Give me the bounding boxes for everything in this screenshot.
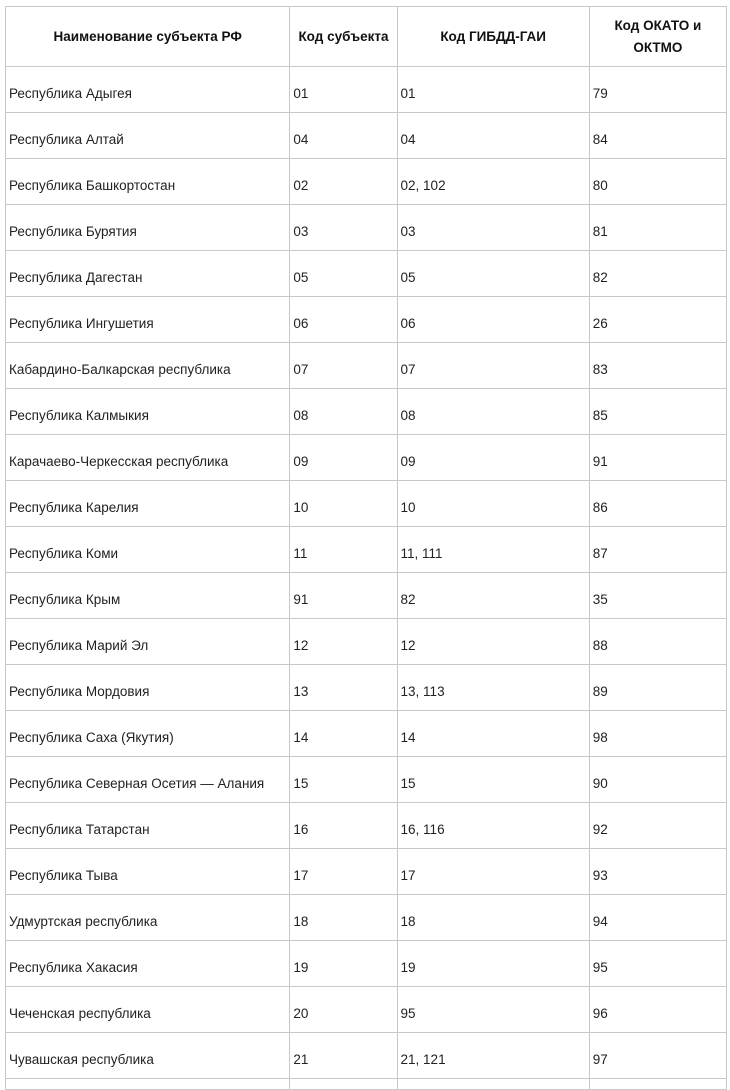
cell-subject-code: 19	[290, 941, 397, 987]
cell-subject-code: 17	[290, 849, 397, 895]
table-row	[6, 573, 727, 619]
cell-empty	[397, 1079, 589, 1090]
cell-subject-code: 08	[290, 389, 397, 435]
cell-okato-code: 94	[589, 895, 726, 941]
cell-gibdd-code: 09	[397, 435, 589, 481]
cell-region-name: Республика Карелия	[6, 481, 290, 527]
cell-okato-code: 85	[589, 389, 726, 435]
cell-okato-code: 84	[589, 113, 726, 159]
cell-subject-code: 07	[290, 343, 397, 389]
cell-okato-code: 87	[589, 527, 726, 573]
cell-subject-code: 20	[290, 987, 397, 1033]
table-row	[6, 803, 727, 849]
table-row	[6, 389, 727, 435]
cell-gibdd-code: 03	[397, 205, 589, 251]
cell-okato-code: 26	[589, 297, 726, 343]
cell-subject-code: 05	[290, 251, 397, 297]
cell-empty	[589, 1079, 726, 1090]
cell-region-name: Республика Тыва	[6, 849, 290, 895]
cell-subject-code: 15	[290, 757, 397, 803]
cell-region-name: Республика Марий Эл	[6, 619, 290, 665]
cell-region-name: Республика Алтай	[6, 113, 290, 159]
cell-okato-code: 88	[589, 619, 726, 665]
region-codes-table	[5, 6, 727, 1090]
table-row	[6, 67, 727, 113]
cell-subject-code: 01	[290, 67, 397, 113]
table-row	[6, 987, 727, 1033]
cell-gibdd-code: 82	[397, 573, 589, 619]
table-row	[6, 619, 727, 665]
cell-gibdd-code: 05	[397, 251, 589, 297]
cell-subject-code: 06	[290, 297, 397, 343]
table-row	[6, 343, 727, 389]
table-row	[6, 205, 727, 251]
cell-okato-code: 35	[589, 573, 726, 619]
table-row	[6, 757, 727, 803]
cell-subject-code: 91	[290, 573, 397, 619]
table-row	[6, 895, 727, 941]
cell-subject-code: 13	[290, 665, 397, 711]
cell-gibdd-code: 04	[397, 113, 589, 159]
cell-gibdd-code: 11, 111	[397, 527, 589, 573]
table-row	[6, 113, 727, 159]
table-row	[6, 251, 727, 297]
cell-subject-code: 16	[290, 803, 397, 849]
cell-subject-code: 03	[290, 205, 397, 251]
cell-region-name: Республика Дагестан	[6, 251, 290, 297]
table-header	[6, 7, 727, 67]
table-row	[6, 297, 727, 343]
cell-gibdd-code: 12	[397, 619, 589, 665]
cell-empty	[290, 1079, 397, 1090]
cell-region-name: Республика Саха (Якутия)	[6, 711, 290, 757]
cell-subject-code: 18	[290, 895, 397, 941]
cell-region-name: Чувашская республика	[6, 1033, 290, 1079]
header-region-name: Наименование субъекта РФ	[6, 7, 290, 67]
cell-region-name: Республика Хакасия	[6, 941, 290, 987]
cell-region-name: Республика Мордовия	[6, 665, 290, 711]
cell-subject-code: 14	[290, 711, 397, 757]
cell-okato-code: 97	[589, 1033, 726, 1079]
cell-okato-code: 83	[589, 343, 726, 389]
cell-region-name: Республика Бурятия	[6, 205, 290, 251]
cell-region-name: Республика Адыгея	[6, 67, 290, 113]
cell-region-name: Карачаево-Черкесская республика	[6, 435, 290, 481]
cell-subject-code: 02	[290, 159, 397, 205]
cell-gibdd-code: 07	[397, 343, 589, 389]
header-gibdd-code: Код ГИБДД-ГАИ	[397, 7, 589, 67]
cell-gibdd-code: 10	[397, 481, 589, 527]
cell-okato-code: 93	[589, 849, 726, 895]
cell-gibdd-code: 95	[397, 987, 589, 1033]
table-row	[6, 665, 727, 711]
cell-subject-code: 04	[290, 113, 397, 159]
cell-gibdd-code: 18	[397, 895, 589, 941]
cell-subject-code: 11	[290, 527, 397, 573]
cell-region-name: Чеченская республика	[6, 987, 290, 1033]
cell-subject-code: 21	[290, 1033, 397, 1079]
cell-gibdd-code: 13, 113	[397, 665, 589, 711]
table-row	[6, 1033, 727, 1079]
cell-empty	[6, 1079, 290, 1090]
cell-okato-code: 86	[589, 481, 726, 527]
cell-region-name: Республика Крым	[6, 573, 290, 619]
table-row	[6, 527, 727, 573]
cell-gibdd-code: 02, 102	[397, 159, 589, 205]
cell-region-name: Республика Татарстан	[6, 803, 290, 849]
cell-region-name: Кабардино-Балкарская республика	[6, 343, 290, 389]
cell-gibdd-code: 06	[397, 297, 589, 343]
cell-region-name: Удмуртская республика	[6, 895, 290, 941]
cell-gibdd-code: 14	[397, 711, 589, 757]
table-row	[6, 435, 727, 481]
cell-okato-code: 81	[589, 205, 726, 251]
table-row	[6, 849, 727, 895]
cell-okato-code: 95	[589, 941, 726, 987]
cell-gibdd-code: 19	[397, 941, 589, 987]
cell-gibdd-code: 16, 116	[397, 803, 589, 849]
cell-okato-code: 90	[589, 757, 726, 803]
cell-okato-code: 92	[589, 803, 726, 849]
table-row	[6, 711, 727, 757]
cell-region-name: Республика Коми	[6, 527, 290, 573]
cell-okato-code: 91	[589, 435, 726, 481]
cell-subject-code: 09	[290, 435, 397, 481]
header-okato-code: Код ОКАТО и ОКТМО	[589, 7, 726, 67]
header-subject-code: Код субъекта	[290, 7, 397, 67]
table-row-cutoff	[6, 1079, 727, 1090]
cell-okato-code: 96	[589, 987, 726, 1033]
cell-region-name: Республика Башкортостан	[6, 159, 290, 205]
cell-region-name: Республика Северная Осетия — Алания	[6, 757, 290, 803]
cell-okato-code: 89	[589, 665, 726, 711]
cell-okato-code: 80	[589, 159, 726, 205]
header-row	[6, 7, 727, 67]
table-row	[6, 159, 727, 205]
cell-subject-code: 12	[290, 619, 397, 665]
table-row	[6, 941, 727, 987]
table-row	[6, 481, 727, 527]
cell-okato-code: 79	[589, 67, 726, 113]
cell-gibdd-code: 15	[397, 757, 589, 803]
cell-gibdd-code: 08	[397, 389, 589, 435]
cell-subject-code: 10	[290, 481, 397, 527]
table-body	[6, 67, 727, 1090]
cell-region-name: Республика Калмыкия	[6, 389, 290, 435]
cell-gibdd-code: 21, 121	[397, 1033, 589, 1079]
cell-okato-code: 98	[589, 711, 726, 757]
cell-region-name: Республика Ингушетия	[6, 297, 290, 343]
cell-okato-code: 82	[589, 251, 726, 297]
cell-gibdd-code: 17	[397, 849, 589, 895]
cell-gibdd-code: 01	[397, 67, 589, 113]
